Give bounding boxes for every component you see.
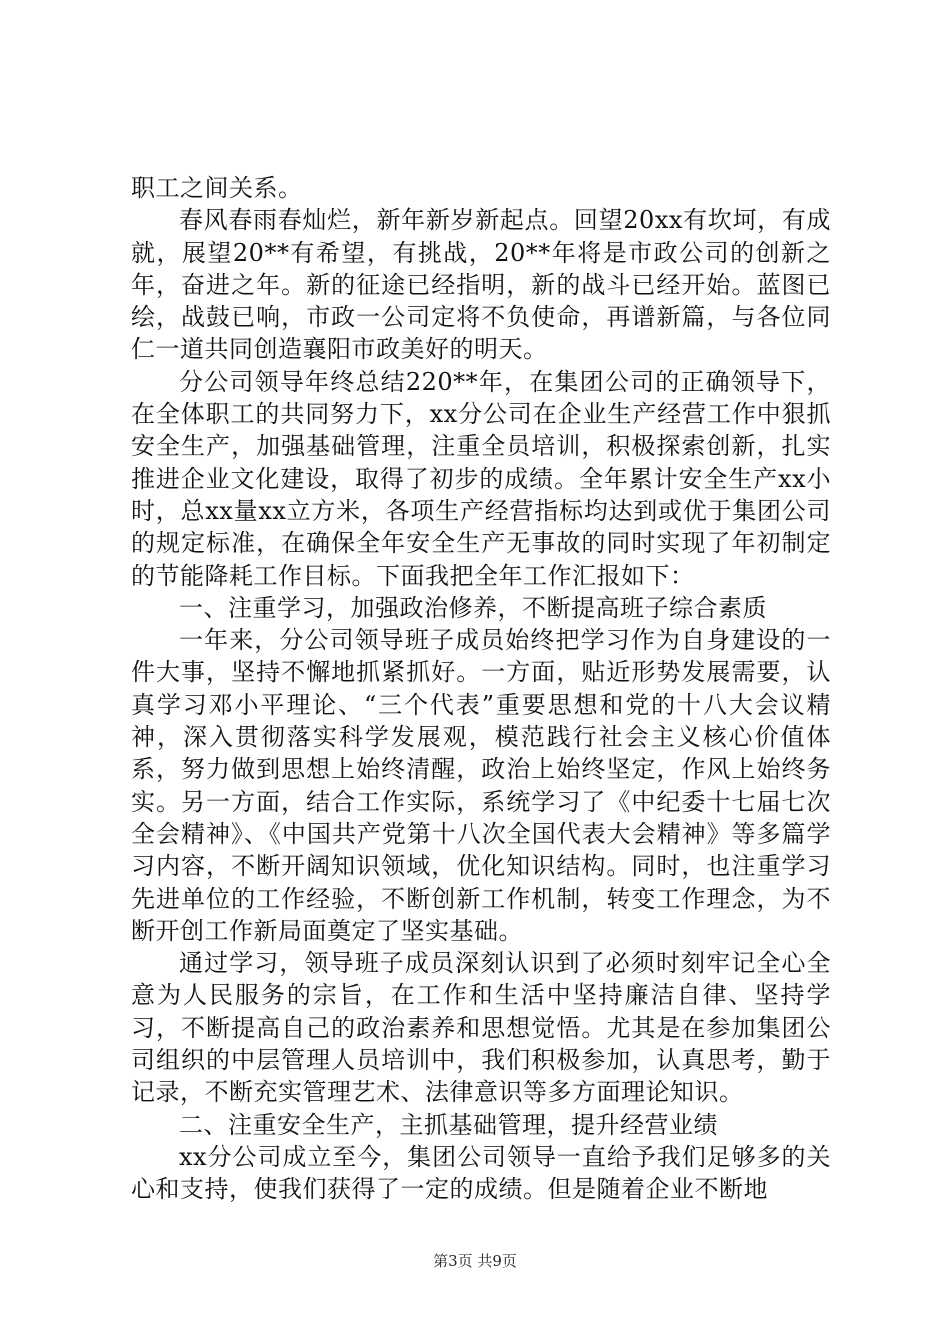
- paragraph-through-study: 通过学习，领导班子成员深刻认识到了必须时刻牢记全心全意为人民服务的宗旨，在工作和生活中坚持廉洁自律、坚持学习，不断提高自己的政治素养和思想觉悟。尤其是在参加集团公司组织的中层管理人员培训中，我们积极参加，认真思考，勤于记录，不断充实管理艺术、法律意识等多方面理论知识。: [131, 949, 831, 1107]
- paragraph-continuation: 职工之间关系。: [131, 174, 303, 202]
- paragraph-annual-summary: 分公司领导年终总结220**年，在集团公司的正确领导下，在全体职工的共同努力下，xx分公司在企业生产经营工作中狠抓安全生产，加强基础管理，注重全员培训，积极探索创新，扎实推进企业文化建设，取得了初步的成绩。全年累计安全生产xx小时，总xx量xx立方米，各项生产经营指标均达到或优于集团公司的规定标准，在确保全年安全生产无事故的同时实现了年初制定的节能降耗工作目标。下面我把全年工作汇报如下：: [131, 367, 831, 590]
- document-body: [131, 172, 831, 1206]
- paragraph-study: 一年来，分公司领导班子成员始终把学习作为自身建设的一件大事，坚持不懈地抓紧抓好。一方面，贴近形势发展需要，认真学习邓小平理论、“三个代表”重要思想和党的十八大会议精神，深入贯彻落实科学发展观，模范践行社会主义核心价值体系，努力做到思想上始终清醒，政治上始终坚定，作风上始终务实。另一方面，结合工作实际，系统学习了《中纪委十七届七次全会精神》、《中国共产党第十八次全国代表大会精神》等多篇学习内容，不断开阔知识领域，优化知识结构。同时，也注重学习先进单位的工作经验，不断创新工作机制，转变工作理念，为不断开创工作新局面奠定了坚实基础。: [131, 626, 831, 945]
- page-footer: 第3页 共9页: [433, 1252, 517, 1270]
- section-heading-2: 二、注重安全生产，主抓基础管理，提升经营业绩: [179, 1110, 718, 1139]
- paragraph-new-year: 春风春雨春灿烂，新年新岁新起点。回望20xx有坎坷，有成就，展望20**有希望，有挑战，20**年将是市政公司的创新之年，奋进之年。新的征途已经指明，新的战斗已经开始。蓝图已绘，战鼓已响，市政一公司定将不负使命，再谱新篇，与各位同仁一道共同创造襄阳市政美好的明天。: [131, 206, 831, 364]
- paragraph-branch-founding: xx分公司成立至今，集团公司领导一直给予我们足够多的关心和支持，使我们获得了一定的成绩。但是随着企业不断地: [131, 1142, 831, 1204]
- section-heading-1: 一、注重学习，加强政治修养，不断提高班子综合素质: [179, 593, 767, 622]
